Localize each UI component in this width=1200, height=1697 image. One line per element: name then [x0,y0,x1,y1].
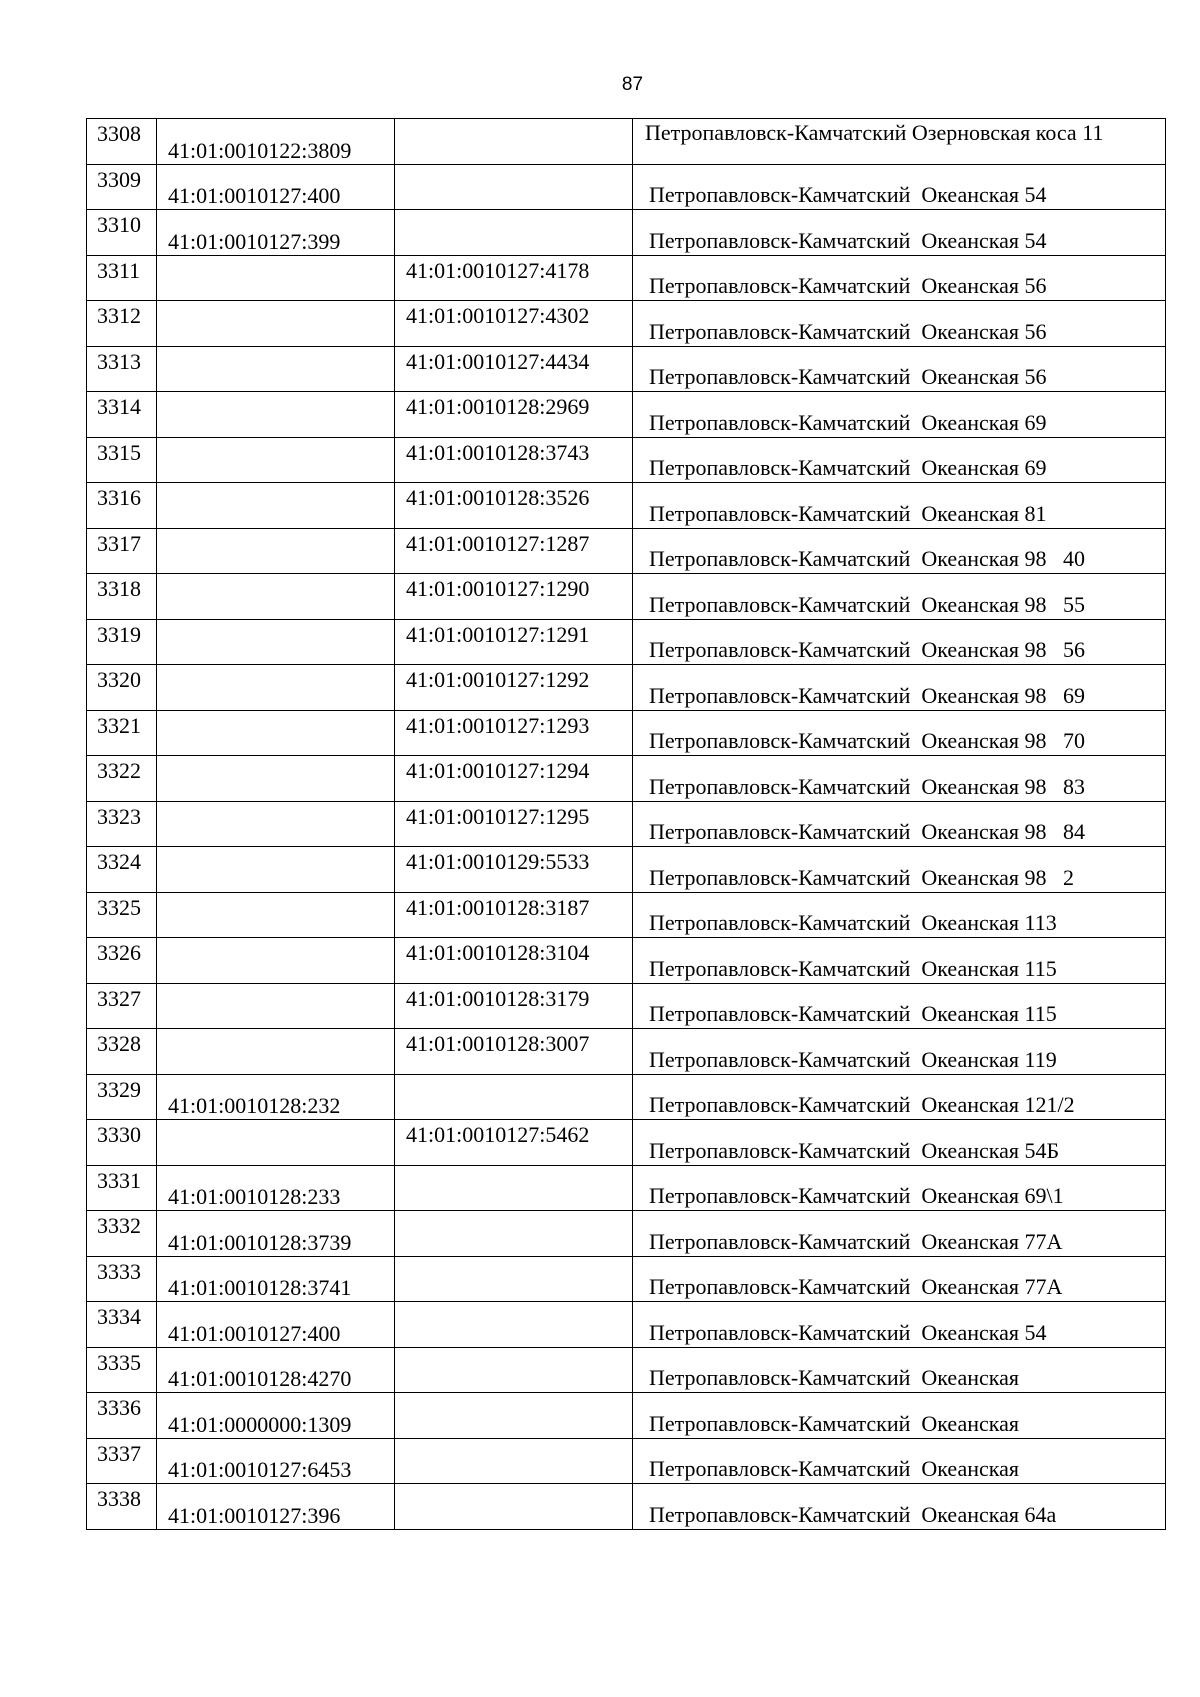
table-row [87,1256,1166,1302]
cadastral-number-alt-cell [395,483,633,529]
cadastral-number-cell [157,665,395,711]
row-number-cell [87,938,157,984]
address-cell [633,528,1166,574]
address-text: Петропавловск-Камчатский Океанская 98 55 [649,591,1086,617]
cadastral-number: 41:01:0010127:396 [168,1502,341,1528]
row-number: 3327 [97,985,141,1011]
address-cell [633,1120,1166,1166]
table-row [87,1211,1166,1257]
address-cell [633,1074,1166,1120]
row-number: 3316 [97,485,141,510]
registry-table-body [87,119,1166,1530]
address-text: Петропавловск-Камчатский Океанская 64а [649,1501,1057,1527]
row-number-cell [87,483,157,529]
cadastral-number-alt: 41:01:0010127:1292 [406,667,590,692]
row-number-cell [87,847,157,893]
row-number-cell [87,392,157,438]
cadastral-number-alt-cell [395,938,633,984]
row-number-cell [87,1393,157,1439]
address-cell [633,756,1166,802]
cadastral-number: 41:01:0010122:3809 [168,137,352,163]
row-number-cell [87,1484,157,1530]
cadastral-number-alt-cell [395,1347,633,1393]
address-cell [633,301,1166,347]
address-text: Петропавловск-Камчатский Океанская 119 [649,1046,1057,1072]
cadastral-number-cell [157,210,395,256]
cadastral-number-cell [157,1347,395,1393]
table-row [87,983,1166,1029]
cadastral-number-cell [157,301,395,347]
cadastral-number-alt-cell [395,710,633,756]
address-cell [633,1029,1166,1075]
cadastral-number-cell [157,801,395,847]
cadastral-number: 41:01:0010127:400 [168,183,341,208]
cadastral-number-alt-cell [395,346,633,392]
address-cell [633,119,1166,165]
row-number: 3326 [97,940,141,965]
cadastral-number-alt-cell [395,574,633,620]
cadastral-number-cell [157,528,395,574]
row-number-cell [87,119,157,165]
address-cell [633,1256,1166,1302]
cadastral-number-cell [157,1302,395,1348]
address-text: Петропавловск-Камчатский Океанская 56 [649,364,1047,389]
cadastral-number-alt-cell [395,1211,633,1257]
cadastral-number-alt: 41:01:0010127:4434 [406,348,590,374]
address-cell [633,392,1166,438]
cadastral-number-alt: 41:01:0010127:1287 [406,530,590,556]
table-row [87,665,1166,711]
page-number: 87 [621,74,644,95]
table-row [87,938,1166,984]
row-number-cell [87,1120,157,1166]
table-row [87,1120,1166,1166]
cadastral-number-alt-cell [395,801,633,847]
address-cell [633,801,1166,847]
table-row [87,483,1166,529]
row-number-cell [87,1029,157,1075]
table-row [87,1484,1166,1530]
registry-table [86,118,1166,1530]
address-text: Петропавловск-Камчатский Океанская 69 [649,455,1047,480]
row-number: 3318 [97,576,141,601]
address-text: Петропавловск-Камчатский Озерновская коса 11 [645,120,1104,145]
row-number-cell [87,710,157,756]
address-text: Петропавловск-Камчатский Океанская 69\1 [649,1183,1064,1208]
cadastral-number-alt-cell [395,756,633,802]
row-number: 3338 [97,1486,141,1511]
cadastral-number-alt-cell [395,1165,633,1211]
row-number: 3322 [97,758,141,783]
table-row [87,392,1166,438]
row-number: 3329 [97,1076,141,1102]
cadastral-number-cell [157,392,395,438]
cadastral-number-alt-cell [395,255,633,301]
row-number-cell [87,1438,157,1484]
table-row [87,710,1166,756]
cadastral-number-alt-cell [395,1120,633,1166]
table-row [87,346,1166,392]
row-number: 3312 [97,303,141,328]
address-cell [633,164,1166,210]
address-text: Петропавловск-Камчатский Океанская 54Б [649,1137,1060,1163]
cadastral-number-cell [157,847,395,893]
row-number: 3321 [97,712,141,738]
row-number-cell [87,346,157,392]
cadastral-number-cell [157,346,395,392]
address-text: Петропавловск-Камчатский Океанская 98 84 [649,819,1086,844]
address-text: Петропавловск-Камчатский Океанская 98 2 [649,864,1075,890]
cadastral-number-alt: 41:01:0010128:3187 [406,894,590,920]
row-number: 3308 [97,121,141,146]
address-text: Петропавловск-Камчатский Океанская 54 [649,182,1047,207]
row-number-cell [87,1165,157,1211]
address-cell [633,892,1166,938]
row-number: 3337 [97,1440,141,1466]
row-number: 3314 [97,394,141,419]
address-text: Петропавловск-Камчатский Океанская 69 [649,409,1047,435]
address-cell [633,1347,1166,1393]
address-text: Петропавловск-Камчатский Океанская 115 [649,955,1057,981]
cadastral-number-alt: 41:01:0010127:1291 [406,621,590,647]
cadastral-number-cell [157,983,395,1029]
cadastral-number-cell [157,1074,395,1120]
row-number-cell [87,574,157,620]
address-cell [633,1165,1166,1211]
address-cell [633,1484,1166,1530]
cadastral-number-alt-cell [395,1438,633,1484]
cadastral-number-cell [157,255,395,301]
row-number: 3323 [97,803,141,829]
cadastral-number-cell [157,1165,395,1211]
cadastral-number: 41:01:0010128:3741 [168,1275,352,1300]
row-number: 3325 [97,894,141,920]
table-row [87,164,1166,210]
row-number: 3333 [97,1258,141,1284]
address-cell [633,210,1166,256]
cadastral-number-cell [157,892,395,938]
row-number-cell [87,983,157,1029]
row-number-cell [87,301,157,347]
cadastral-number-alt: 41:01:0010127:1295 [406,803,590,829]
cadastral-number-alt-cell [395,1256,633,1302]
cadastral-number-cell [157,710,395,756]
cadastral-number-alt: 41:01:0010128:3104 [406,940,590,965]
row-number: 3328 [97,1031,141,1056]
row-number: 3311 [97,257,141,283]
cadastral-number-cell [157,1120,395,1166]
address-cell [633,346,1166,392]
row-number: 3331 [97,1167,141,1193]
cadastral-number: 41:01:0000000:1309 [168,1411,352,1437]
address-text: Петропавловск-Камчатский Океанская 113 [649,910,1057,935]
address-text: Петропавловск-Камчатский Океанская 56 [649,273,1047,298]
cadastral-number-alt-cell [395,164,633,210]
row-number-cell [87,1302,157,1348]
cadastral-number-alt-cell [395,1302,633,1348]
row-number: 3315 [97,439,141,465]
cadastral-number-alt: 41:01:0010127:5462 [406,1122,590,1147]
cadastral-number-cell [157,1256,395,1302]
row-number: 3319 [97,621,141,647]
table-row [87,1074,1166,1120]
row-number-cell [87,801,157,847]
cadastral-number-alt-cell [395,892,633,938]
row-number-cell [87,528,157,574]
row-number-cell [87,210,157,256]
row-number: 3332 [97,1213,141,1238]
address-text: Петропавловск-Камчатский Океанская 77А [649,1228,1063,1254]
address-text: Петропавловск-Камчатский Океанская 77А [649,1274,1063,1299]
table-row [87,1302,1166,1348]
cadastral-number: 41:01:0010127:6453 [168,1457,352,1482]
cadastral-number-alt-cell [395,301,633,347]
row-number: 3336 [97,1395,141,1420]
cadastral-number-alt-cell [395,983,633,1029]
address-cell [633,1302,1166,1348]
row-number-cell [87,1211,157,1257]
table-row [87,1393,1166,1439]
cadastral-number-alt: 41:01:0010128:3007 [406,1031,590,1056]
row-number: 3334 [97,1304,141,1329]
table-row [87,528,1166,574]
cadastral-number-alt-cell [395,1029,633,1075]
table-row [87,437,1166,483]
address-text: Петропавловск-Камчатский Океанская 54 [649,227,1047,253]
cadastral-number-alt: 41:01:0010127:1290 [406,576,590,601]
cadastral-number-alt-cell [395,847,633,893]
cadastral-number-alt: 41:01:0010127:1294 [406,758,590,783]
address-text: Петропавловск-Камчатский Океанская 56 [649,318,1047,344]
row-number: 3320 [97,667,141,692]
table-row [87,210,1166,256]
row-number-cell [87,437,157,483]
address-text: Петропавловск-Камчатский Океанская 98 70 [649,728,1086,753]
cadastral-number-alt-cell [395,437,633,483]
table-row [87,1347,1166,1393]
cadastral-number-alt: 41:01:0010128:3526 [406,485,590,510]
table-row [87,119,1166,165]
table-row [87,847,1166,893]
table-row [87,801,1166,847]
row-number-cell [87,255,157,301]
address-text: Петропавловск-Камчатский Океанская [649,1410,1020,1436]
cadastral-number-alt: 41:01:0010128:3179 [406,985,590,1011]
row-number-cell [87,619,157,665]
cadastral-number: 41:01:0010128:233 [168,1184,341,1209]
row-number: 3330 [97,1122,141,1147]
cadastral-number-cell [157,1029,395,1075]
table-row [87,756,1166,802]
cadastral-number-cell [157,1484,395,1530]
row-number-cell [87,1347,157,1393]
row-number-cell [87,665,157,711]
cadastral-number-cell [157,119,395,165]
address-text: Петропавловск-Камчатский Океанская 98 83 [649,773,1086,799]
row-number-cell [87,1256,157,1302]
cadastral-number-alt: 41:01:0010128:3743 [406,439,590,465]
row-number: 3324 [97,849,141,874]
row-number-cell [87,164,157,210]
cadastral-number: 41:01:0010127:400 [168,1320,341,1346]
cadastral-number-alt-cell [395,1484,633,1530]
row-number: 3310 [97,212,141,237]
cadastral-number-cell [157,619,395,665]
table-row [87,574,1166,620]
cadastral-number-alt-cell [395,528,633,574]
cadastral-number-cell [157,1438,395,1484]
table-row [87,255,1166,301]
cadastral-number: 41:01:0010128:232 [168,1093,341,1118]
table-row [87,301,1166,347]
cadastral-number-alt-cell [395,119,633,165]
cadastral-number-alt-cell [395,1074,633,1120]
cadastral-number-cell [157,483,395,529]
address-cell [633,483,1166,529]
address-cell [633,255,1166,301]
address-cell [633,437,1166,483]
row-number-cell [87,756,157,802]
cadastral-number-alt: 41:01:0010129:5533 [406,849,590,874]
cadastral-number-cell [157,574,395,620]
cadastral-number: 41:01:0010127:399 [168,228,341,254]
address-text: Петропавловск-Камчатский Океанская 98 40 [649,546,1086,571]
table-row [87,892,1166,938]
address-text: Петропавловск-Камчатский Океанская 121/2 [649,1092,1075,1117]
address-cell [633,574,1166,620]
cadastral-number-alt: 41:01:0010128:2969 [406,394,590,419]
row-number-cell [87,892,157,938]
address-cell [633,1438,1166,1484]
cadastral-number-cell [157,756,395,802]
row-number: 3313 [97,348,141,374]
address-text: Петропавловск-Камчатский Океанская 54 [649,1319,1047,1345]
address-text: Петропавловск-Камчатский Океанская 98 69 [649,682,1086,708]
row-number: 3317 [97,530,141,556]
row-number: 3335 [97,1349,141,1375]
address-text: Петропавловск-Камчатский Океанская [649,1456,1020,1481]
cadastral-number-cell [157,437,395,483]
address-text: Петропавловск-Камчатский Океанская 115 [649,1001,1057,1026]
cadastral-number-cell [157,1211,395,1257]
row-number-cell [87,1074,157,1120]
cadastral-number-alt: 41:01:0010127:1293 [406,712,590,738]
cadastral-number-alt-cell [395,619,633,665]
cadastral-number: 41:01:0010128:3739 [168,1229,352,1255]
cadastral-number-cell [157,164,395,210]
table-row [87,619,1166,665]
row-number: 3309 [97,166,141,192]
address-cell [633,847,1166,893]
cadastral-number-alt-cell [395,210,633,256]
cadastral-number-alt-cell [395,665,633,711]
cadastral-number-alt: 41:01:0010127:4302 [406,303,590,328]
address-text: Петропавловск-Камчатский Океанская 81 [649,500,1047,526]
address-text: Петропавловск-Камчатский Океанская 98 56 [649,637,1086,662]
cadastral-number-alt-cell [395,1393,633,1439]
address-cell [633,665,1166,711]
address-cell [633,1211,1166,1257]
address-cell [633,710,1166,756]
address-cell [633,938,1166,984]
cadastral-number-alt-cell [395,392,633,438]
table-row [87,1165,1166,1211]
address-cell [633,983,1166,1029]
address-text: Петропавловск-Камчатский Океанская [649,1365,1020,1390]
cadastral-number-cell [157,938,395,984]
cadastral-number-cell [157,1393,395,1439]
cadastral-number-alt: 41:01:0010127:4178 [406,257,590,283]
table-row [87,1029,1166,1075]
table-row [87,1438,1166,1484]
cadastral-number: 41:01:0010128:4270 [168,1366,352,1391]
address-cell [633,1393,1166,1439]
address-cell [633,619,1166,665]
